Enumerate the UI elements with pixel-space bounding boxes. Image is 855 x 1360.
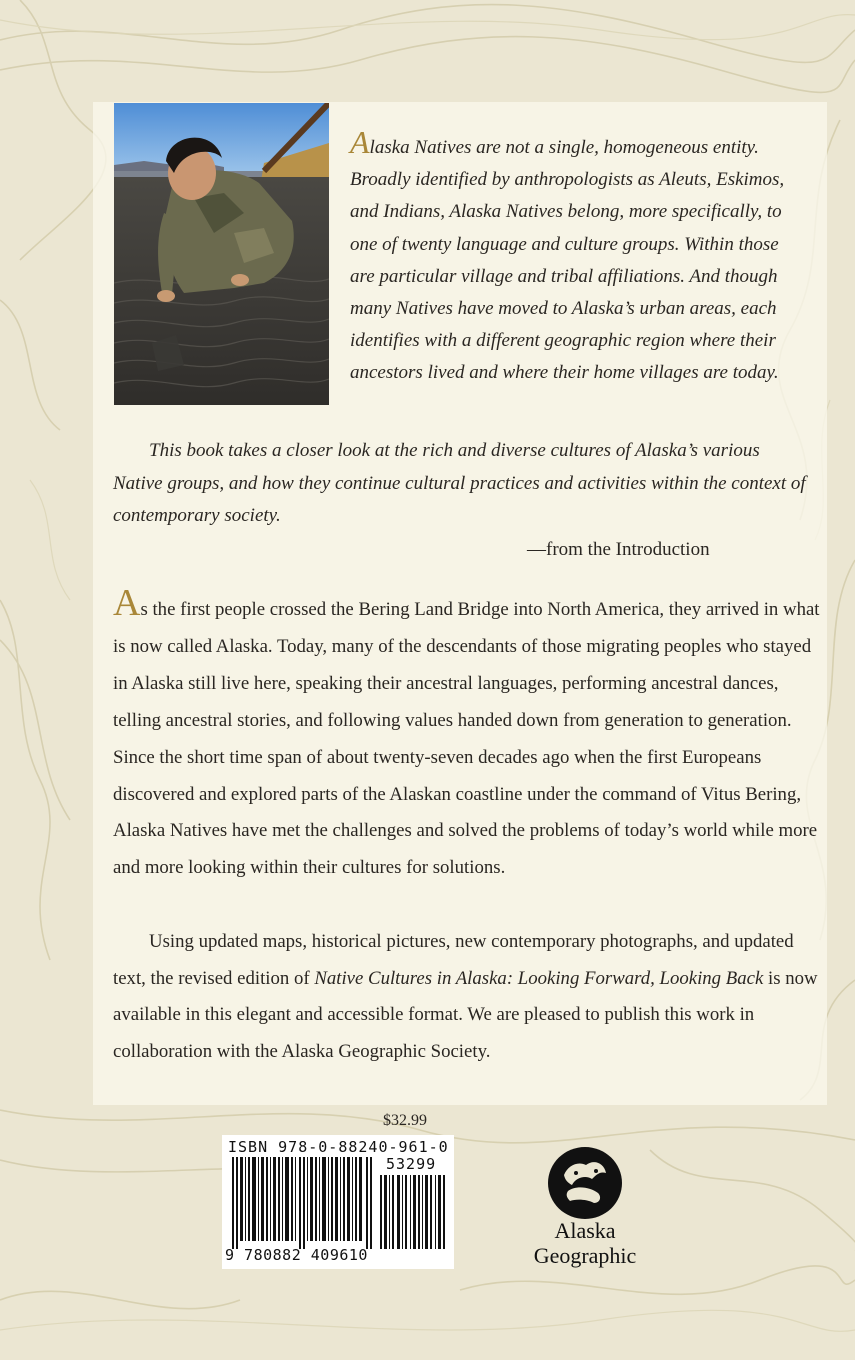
cover-photo-boy-on-sand [114,103,329,405]
intro-paragraph-2: This book takes a closer look at the rich and diverse cultures of Alaska’s various Native groups, and how they continue cultural practices and activities within the context of contemporary society. [113,440,806,526]
publisher-name-line-1: Alaska [554,1218,616,1243]
description-paragraph-2-before: Using updated maps, historical pictures, new contemporary photographs, and updated text, the revised edition of [113,931,794,989]
alaska-geographic-emblem-icon [546,1145,624,1221]
book-title: Native Cultures in Alaska: Looking Forward, Looking Back [314,967,764,989]
intro-paragraph-1: laska Natives are not a single, homogeneous entity. Broadly identified by anthropologists as Aleuts, Eskimos, and Indians, Alaska Natives belong, more specifically, to one of twenty language and culture groups. Within those are particular village and tribal affiliations. And though many Natives have moved to Alaska’s urban areas, each identifies with a different geographic region where their ancestors lived and where their home villages are today. [350,137,785,384]
description-dropcap: A [113,582,141,624]
isbn-number: ISBN 978-0-88240-961-0 [228,1138,449,1156]
isbn-barcode [222,1135,454,1269]
ean-barcode-bars [232,1157,374,1249]
price-label: $32.99 [383,1112,427,1129]
intro-excerpt [350,124,805,390]
publisher-logo [520,1218,650,1268]
intro-dropcap: A [350,124,370,160]
intro-attribution: —from the Introduction [527,539,710,560]
publisher-name-line-2: Geographic [533,1243,637,1268]
description-paragraph-2-after: is now available in this elegant and accessible format. We are pleased to publish this work in collaboration with the Alaska Geographic Society. [113,967,818,1062]
description-paragraph-1-text: s the first people crossed the Bering Land Bridge into North America, they arrived in what is now called Alaska. Today, many of the descendants of those migrating peoples who stayed in Alaska still live here, speaking their ancestral languages, performing ancestral dances, telling ancestral stories, and following values handed down from generation to generation. Since the short time span of about twenty-seven decades ago when the first Europeans discovered and explored parts of the Alaskan coastline under the command of Vitus Bering, Alaska Natives have met the challenges and solved the problems of today’s world while more and more looking within their cultures for solutions. [113,599,820,879]
description-paragraph-1 [113,582,825,887]
description-paragraph-2 [113,924,825,1070]
barcode-digits: 9 780882 409610 [225,1246,368,1264]
price-addon-code: 53299 [386,1155,437,1173]
addon-barcode-bars [380,1175,448,1249]
